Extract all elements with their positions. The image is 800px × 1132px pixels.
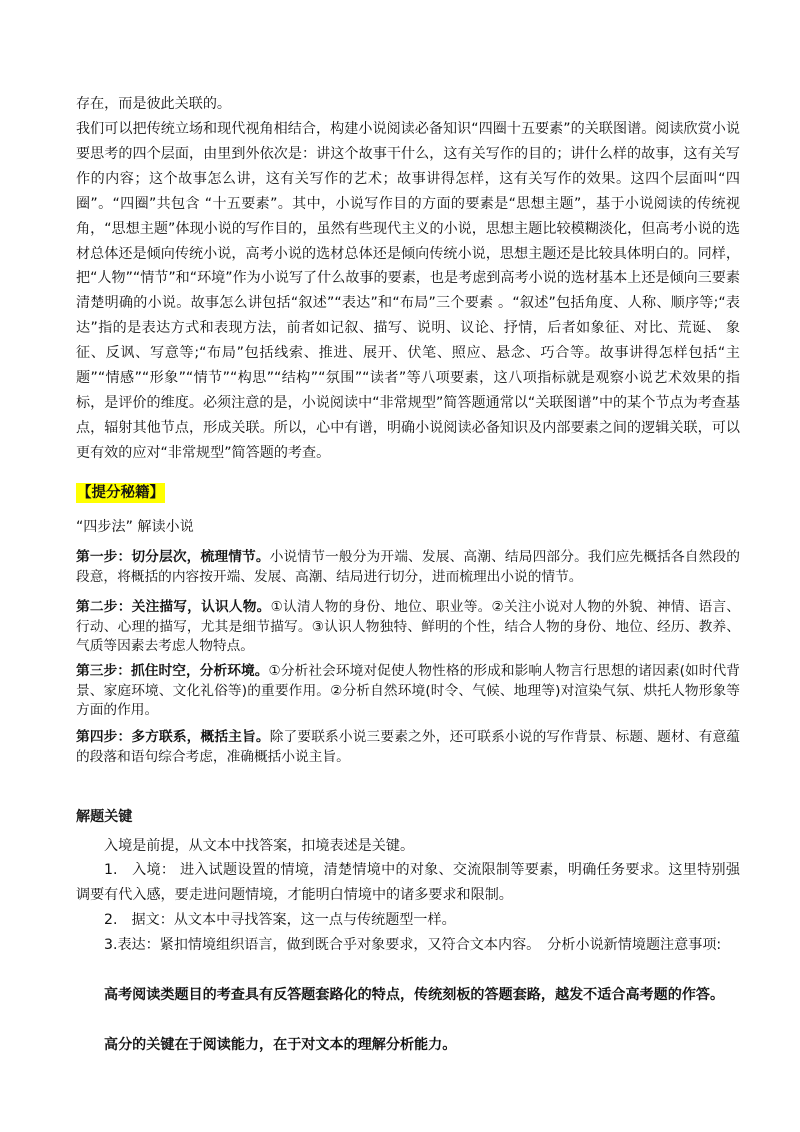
key-heading: 解题关键 xyxy=(76,809,133,825)
step-4 xyxy=(76,728,740,767)
step-4-lead: 第四步：多方联系，概括主旨。 xyxy=(76,729,270,745)
step-4-body: 除了要联系小说三要素之外，还可联系小说的写作背景、标题、题材、有意蕴的段落和语句综合考虑，准确概括小说主旨。 xyxy=(76,729,740,765)
tip-label-highlight: 【提分秘籍】 xyxy=(77,485,164,501)
intro-continued: 存在，而是彼此关联的。 xyxy=(76,96,232,112)
key-intro: 入境是前提，从文本中找答案，扣境表述是关键。 xyxy=(104,838,415,854)
step-2 xyxy=(76,598,740,657)
key-item-1: 1. 入境： 进入试题设置的情境，清楚情境中的对象、交流限制等要素，明确任务要求。这里特别强调要有代入感，要走进问题情境，才能明白情境中的诸多要求和限制。 xyxy=(76,862,740,903)
key-item-3: 3.表达：紧扣情境组织语言，做到既合乎对象要求，又符合文本内容。 分析小说新情境题注意事项: xyxy=(104,937,722,953)
step-3-lead: 第三步：抓住时空，分析环境。 xyxy=(76,663,269,679)
step-3-body: ①分析社会环境对促使人物性格的形成和影响人物言行思想的诸因素(如时代背景、家庭环境、文化礼俗等)的重要作用。②分析自然环境(时令、气候、地理等)对渲染气氛、烘托人物形象等方面的作用。 xyxy=(76,663,740,719)
step-2-lead: 第二步：关注描写，认识人物。 xyxy=(76,599,271,615)
four-step-title: “四步法” 解读小说 xyxy=(76,519,194,535)
emphasis-1: 高考阅读类题目的考查具有反答题套路化的特点，传统刻板的答题套路，越发不适合高考题的作答。 xyxy=(104,987,725,1003)
step-2-body: ①认清人物的身份、地位、职业等。②关注小说对人物的外貌、神情、语言、行动、心理的描写，尤其是细节描写。③认识人物独特、鲜明的个性，结合人物的身份、地位、经历、教养、气质等因素去考虑人物特点。 xyxy=(76,599,740,655)
step-1 xyxy=(76,548,740,587)
step-1-lead: 第一步：切分层次，梳理情节。 xyxy=(76,549,270,565)
step-1-body: 小说情节一般分为开端、发展、高潮、结局四部分。我们应先概括各自然段的段意，将概括的内容按开端、发展、高潮、结局进行切分，进而梳理出小说的情节。 xyxy=(76,549,740,585)
step-3 xyxy=(76,662,740,721)
key-item-2: 2. 据文：从文本中寻找答案，这一点与传统题型一样。 xyxy=(104,912,456,928)
emphasis-2: 高分的关键在于阅读能力，在于对文本的理解分析能力。 xyxy=(104,1037,457,1053)
main-paragraph: 我们可以把传统立场和现代视角相结合，构建小说阅读必备知识“四圈十五要素”的关联图谱。阅读欣赏小说要思考的四个层面，由里到外依次是：讲这个故事干什么，这有关写作的目的；讲什么样的故事，这有关写作的内容；这个故事怎么讲，这有关写作的艺术；故事讲得怎样，这有关写作的效果。这四个层面叫“四圈”。“四圈”共包含 “十五要素”。其中，小说写作目的方面的要素是“思想主题”，基于小说阅读的传统视角，“思想主题”体现小说的写作目的，虽然有些现代主义的小说，思想主题比较模糊淡化，但高考小说的选材总体还是倾向传统小说，高考小说的选材总体还是倾向传统小说，思想主题还是比较具体明白的。同样，把“人物”“情节”和“环境”作为小说写了什么故事的要素，也是考虑到高考小说的选材基本上还是倾向三要素清楚明确的小说。故事怎么讲包括“叙述”“表达”和“布局”三个要素 。“叙述”包括角度、人称、顺序等;“表达”指的是表达方式和表现方法，前者如记叙、描写、说明、议论、抒情，后者如象征、对比、荒诞、 象征、反讽、写意等;“布局”包括线索、推进、展开、伏笔、照应、悬念、巧合等。故事讲得怎样包括“主题”“情感”“形象”“情节”“构思”“结构”“氛围”“读者”等八项要素，这八项指标就是观察小说艺术效果的指标，是评价的维度。必须注意的是，小说阅读中“非常规型”简答题通常以“关联图谱”中的某个节点为考查基点，辐射其他节点，形成关联。所以，心中有谱，明确小说阅读必备知识及内部要素之间的逻辑关联，可以更有效的应对“非常规型”简答题的考查。 xyxy=(76,121,740,461)
